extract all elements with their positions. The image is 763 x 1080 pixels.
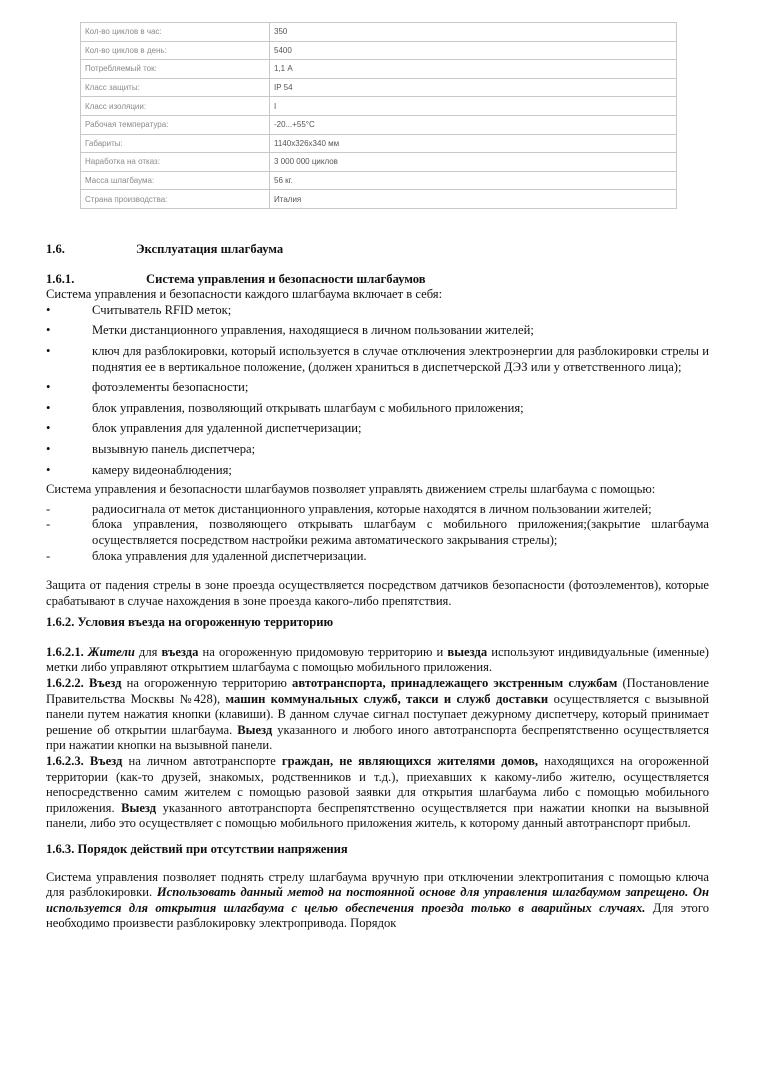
text-run: выезда [447, 644, 488, 659]
text-run: 1.6.2.3. [46, 754, 90, 769]
dash-mark: - [46, 548, 51, 563]
section-1-6-3-heading: 1.6.3. Порядок действий при отсутствии напряжения [46, 842, 348, 856]
list-item [46, 344, 709, 375]
text-run: на личном автотранспорте [122, 754, 282, 769]
spec-row [81, 60, 677, 79]
text-run: на огороженную придомовую территорию и [198, 644, 448, 659]
section-1-6-heading [46, 242, 709, 258]
list-item-text: Считыватель RFID меток; [92, 302, 232, 317]
bullet-mark: • [46, 323, 51, 338]
list-item-text: блок управления, позволяющий открывать шлагбаум с мобильного приложения; [92, 400, 524, 415]
text-run: (Постановление Правительства Москвы №428), [46, 676, 709, 706]
bullet-mark: • [46, 302, 51, 317]
list-item-text: ключ для разблокировки, который используется в случае отключения электроэнергии для разблокировки стрелы и поднятия ее в вертикальное положение, (должен храниться в диспетчерской ДЭЗ или у ответственного лица); [92, 343, 709, 374]
spec-row [81, 41, 677, 60]
spec-value: -20...+55°C [270, 115, 677, 134]
paragraph-1-6-2-2 [46, 676, 709, 754]
list-item [46, 421, 709, 437]
spec-value: I [270, 97, 677, 116]
section-number: 1.6.1. [46, 271, 75, 286]
list-item [46, 303, 709, 319]
spec-key: Кол-во циклов в час: [81, 23, 270, 42]
text-run: Для этого необходимо произвести разблокировку электропривода. Порядок [46, 900, 709, 931]
section-1-6-1-heading [46, 272, 709, 288]
text-run: на огороженную территорию [121, 676, 293, 691]
section-1-6-2-heading: 1.6.2. Условия въезда на огороженную территорию [46, 615, 334, 630]
spec-value: 5400 [270, 41, 677, 60]
text-run: Выезд [121, 800, 157, 815]
section-number: 1.6. [46, 242, 65, 256]
list-item-text: фотоэлементы безопасности; [92, 380, 249, 395]
document-body [46, 242, 709, 932]
spec-value: Италия [270, 190, 677, 209]
text-run: автотранспорта, принадлежащего экстренным службам [292, 676, 618, 691]
spec-key: Габариты: [81, 134, 270, 153]
text-run: 1.6.2.1. [46, 644, 88, 659]
text-run: Жители [87, 644, 135, 659]
control-methods-list [46, 502, 709, 564]
text-run: 1.6.2.2. [46, 676, 89, 691]
text-run: Въезд [88, 676, 122, 691]
text-run: Система управления позволяет поднять стрелу шлагбаума вручную при отключении электропитания с помощью ключа для разблокировки. [46, 869, 709, 900]
intro-paragraph: Система управления и безопасности каждого шлагбаума включает в себя: [46, 287, 443, 302]
text-run: для [134, 644, 162, 659]
list-item-text: камеру видеонаблюдения; [92, 462, 232, 477]
bullet-mark: • [46, 380, 51, 395]
paragraph-1-6-3 [46, 870, 709, 932]
spec-value: 3 000 000 циклов [270, 153, 677, 172]
section-title: Система управления и безопасности шлагбаумов [146, 271, 426, 286]
text-run: указанного автотранспорта беспрепятственно осуществляется при нажатии кнопки на вызывной панели, либо это осуществляет с помощью мобильного приложения житель, к которому данный автотранспорт прибыл. [46, 800, 709, 831]
list-item-text: Метки дистанционного управления, находящиеся в личном пользовании жителей; [92, 323, 534, 338]
bullet-mark: • [46, 462, 51, 477]
spec-row [81, 97, 677, 116]
text-run: Въезд [89, 754, 123, 769]
list-item-text: блока управления для удаленной диспетчеризации. [92, 548, 367, 563]
text-run: находящихся на огороженной территории (как-то друзей, знакомых, родственников и т.д.), приехавших к какому-либо жителю, осуществляется непосредственно самим жителем с помощью разовой заявки для открытия шлагбаума либо с помощью мобильного приложения. [46, 754, 709, 815]
spec-row [81, 171, 677, 190]
spec-row [81, 134, 677, 153]
list-item [46, 502, 709, 518]
spec-table [80, 22, 677, 209]
spec-key: Страна производства: [81, 190, 270, 209]
spec-row [81, 115, 677, 134]
text-run: въезда [161, 644, 199, 659]
list-item-text: блок управления для удаленной диспетчеризации; [92, 421, 362, 436]
paragraph-1-6-2-1 [46, 645, 709, 676]
spec-key: Потребляемый ток: [81, 60, 270, 79]
spec-key: Масса шлагбаума: [81, 171, 270, 190]
bullet-mark: • [46, 441, 51, 456]
list-item [46, 549, 709, 565]
spec-value: 350 [270, 23, 677, 42]
text-run: осуществляется с вызывной панели путем нажатия кнопки (клавиши). В данном случае сигнал поступает дежурному диспетчеру, который принимает решение об открытии шлагбаума. [46, 691, 710, 737]
spec-row [81, 190, 677, 209]
list-item-text: вызывную панель диспетчера; [92, 441, 256, 456]
spec-value: 56 кг. [270, 171, 677, 190]
list-item [46, 442, 709, 458]
spec-row [81, 153, 677, 172]
bullet-mark: • [46, 400, 51, 415]
equipment-list [46, 303, 709, 478]
paragraph-1-6-2-3 [46, 754, 709, 832]
bullet-mark: • [46, 343, 51, 358]
spec-key: Наработка на отказ: [81, 153, 270, 172]
section-title: Эксплуатация шлагбаума [136, 242, 284, 256]
control-paragraph: Система управления и безопасности шлагбаумов позволяет управлять движением стрелы шлагбаума с помощью: [46, 482, 656, 497]
spec-key: Кол-во циклов в день: [81, 41, 270, 60]
text-run: машин коммунальных служб, такси и служб доставки [225, 691, 549, 706]
dash-mark: - [46, 517, 51, 532]
text-run: граждан, не являющихся жителями домов, [281, 754, 539, 769]
safety-paragraph: Защита от падения стрелы в зоне проезда осуществляется посредством датчиков безопасности (фотоэлементов), которые срабатывают в случае нахождения в зоне проезда какого-либо препятствия. [46, 578, 709, 608]
spec-value: 1,1 А [270, 60, 677, 79]
list-item-text: блока управления, позволяющего открывать шлагбаум с мобильного приложения;(закрытие шлагбаума осуществляется посредством настройки режима автоматического закрывания стрелы); [92, 517, 709, 547]
text-run: Использовать данный метод на постоянной основе для управления шлагбаумом запрещено. Он используется для открытия шлагбаума с целью обеспечения проезда только в аварийных случаях. [46, 885, 709, 915]
text-run: указанного и любого иного автотранспорта беспрепятственно осуществляется при нажатии кнопки на вызывной панели. [46, 722, 709, 753]
list-item [46, 517, 709, 548]
spec-row [81, 23, 677, 42]
list-item [46, 401, 709, 417]
dash-mark: - [46, 501, 51, 516]
text-run: используют индивидуальные (именные) метки либо управляют открытием шлагбаума с помощью мобильного приложения. [46, 644, 709, 675]
list-item [46, 323, 709, 339]
bullet-mark: • [46, 421, 51, 436]
list-item [46, 463, 709, 479]
text-run: Выезд [237, 722, 273, 737]
spec-value: 1140x326x340 мм [270, 134, 677, 153]
spec-row [81, 78, 677, 97]
spec-value: IP 54 [270, 78, 677, 97]
list-item-text: радиосигнала от меток дистанционного управления, которые находятся в личном пользовании жителей; [92, 501, 652, 516]
spec-key: Класс защиты: [81, 78, 270, 97]
list-item [46, 380, 709, 396]
spec-key: Класс изоляции: [81, 97, 270, 116]
spec-key: Рабочая температура: [81, 115, 270, 134]
